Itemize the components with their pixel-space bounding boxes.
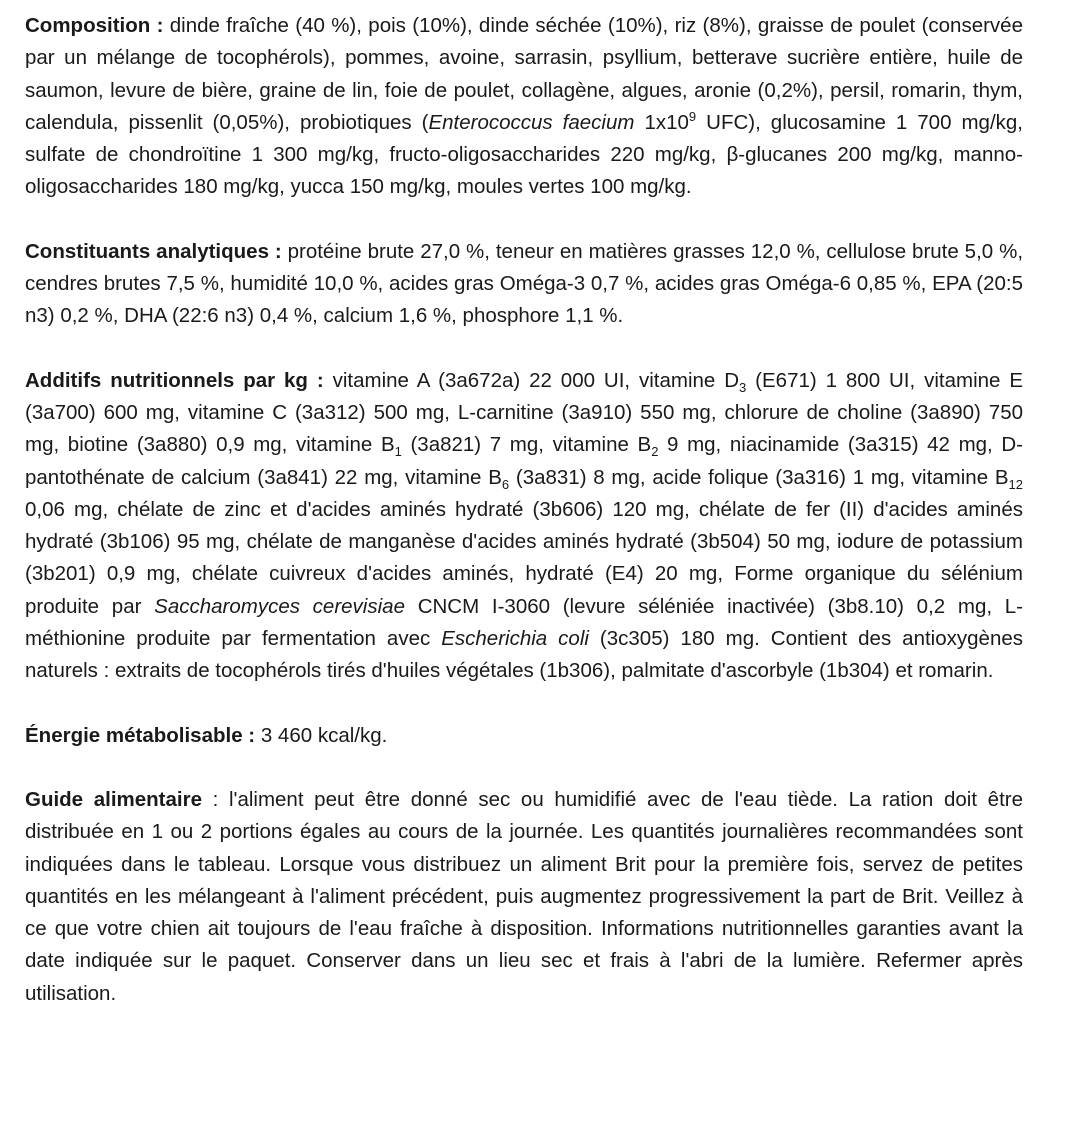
- analytical-paragraph: [25, 236, 1023, 333]
- label-document: [25, 10, 1023, 1042]
- analytical-heading: Constituants analytiques :: [25, 239, 282, 263]
- additives-paragraph: [25, 365, 1023, 688]
- additives-text: CNCM I-3060 (levure séléniée inactivée) (3b8.10) 0,2 mg, L-méthionine produite par fermentation avec: [25, 594, 1023, 651]
- composition-exponent: 9: [688, 109, 697, 125]
- additives-subscript: 2: [651, 444, 659, 460]
- energy-heading: Énergie métabolisable :: [25, 723, 256, 747]
- additives-heading: Additifs nutritionnels par kg :: [25, 368, 324, 392]
- additives-text: vitamine A (3a672a) 22 000 UI, vitamine D: [323, 368, 740, 392]
- additives-subscript: 3: [739, 379, 747, 395]
- additives-subscript: 1: [394, 444, 402, 460]
- feeding-guide-paragraph: [25, 784, 1023, 1010]
- additives-text: 9 mg, niacinamide (3a315) 42 mg, D-pantothénate de calcium (3a841) 22 mg, vitamine B: [25, 433, 1023, 489]
- additives-text: (3c305) 180 mg. Contient des antioxygènes naturels : extraits de tocophérols tirés d'huiles végétales (1b306), palmitate d'ascorbyle (1b304) et romarin.: [25, 627, 1023, 683]
- additives-text: (3a821) 7 mg, vitamine B: [401, 433, 652, 457]
- additives-species: Saccharomyces cerevisiae: [154, 594, 405, 618]
- energy-paragraph: [25, 720, 1023, 752]
- composition-species: Enterococcus faecium: [428, 110, 635, 134]
- additives-text: 0,06 mg, chélate de zinc et d'acides aminés hydraté (3b606) 120 mg, chélate de fer (II) d'acides aminés hydraté (3b106) 95 mg, chélate de manganèse d'acides aminés hydraté (3b504) 50 mg, iodure de potassium (3b201) 0,9 mg, chélate cuivreux d'acides aminés, hydraté (E4) 20 mg, Forme organique du sélénium produite par: [25, 497, 1023, 618]
- additives-species: Escherichia coli: [441, 627, 589, 651]
- feeding-guide-heading: Guide alimentaire: [25, 787, 202, 811]
- composition-paragraph: [25, 10, 1023, 204]
- additives-text: (E671) 1 800 UI, vitamine E (3a700) 600 mg, vitamine C (3a312) 500 mg, L-carnitine (3a910) 550 mg, chlorure de choline (3a890) 750 mg, biotine (3a880) 0,9 mg, vitamine B: [25, 368, 1024, 457]
- composition-heading: Composition :: [25, 14, 164, 37]
- additives-text: (3a831) 8 mg, acide folique (3a316) 1 mg, vitamine B: [509, 465, 1009, 489]
- composition-text: dinde fraîche (40 %), pois (10%), dinde séchée (10%), riz (8%), graisse de poulet (conservée par un mélange de tocophérols), pommes, avoine, sarrasin, psyllium, betterave sucrière entière, huile de saumon, levure de bière, graine de lin, foie de poulet, collagène, algues, aronie (0,2%), persil, romarin, thym, calendula, pissenlit (0,05%), probiotiques (: [25, 14, 1023, 134]
- additives-subscript: 12: [1008, 476, 1023, 492]
- analytical-text: protéine brute 27,0 %, teneur en matières grasses 12,0 %, cellulose brute 5,0 %, cendres brutes 7,5 %, humidité 10,0 %, acides gras Oméga-3 0,7 %, acides gras Oméga-6 0,85 %, EPA (20:5 n3) 0,2 %, DHA (22:6 n3) 0,4 %, calcium 1,6 %, phosphore 1,1 %.: [25, 239, 1024, 328]
- composition-text: UFC), glucosamine 1 700 mg/kg, sulfate de chondroïtine 1 300 mg/kg, fructo-oligosaccharides 220 mg/kg, β-glucanes 200 mg/kg, manno-oligosaccharides 180 mg/kg, yucca 150 mg/kg, moules vertes 100 mg/kg.: [25, 110, 1023, 199]
- energy-text: 3 460 kcal/kg.: [255, 723, 388, 747]
- composition-text: 1x10: [634, 110, 689, 134]
- feeding-guide-text: : l'aliment peut être donné sec ou humidifié avec de l'eau tiède. La ration doit être distribuée en 1 ou 2 portions égales au cours de la journée. Les quantités journalières recommandées sont indiquées dans le tableau. Lorsque vous distribuez un aliment Brit pour la première fois, servez de petites quantités en les mélangeant à l'aliment précédent, puis augmentez progressivement la part de Brit. Veillez à ce que votre chien ait toujours de l'eau fraîche à disposition. Informations nutritionnelles garanties avant la date indiquée sur le paquet. Conserver dans un lieu sec et frais à l'abri de la lumière. Refermer après utilisation.: [25, 787, 1023, 1005]
- additives-subscript: 6: [501, 476, 510, 492]
